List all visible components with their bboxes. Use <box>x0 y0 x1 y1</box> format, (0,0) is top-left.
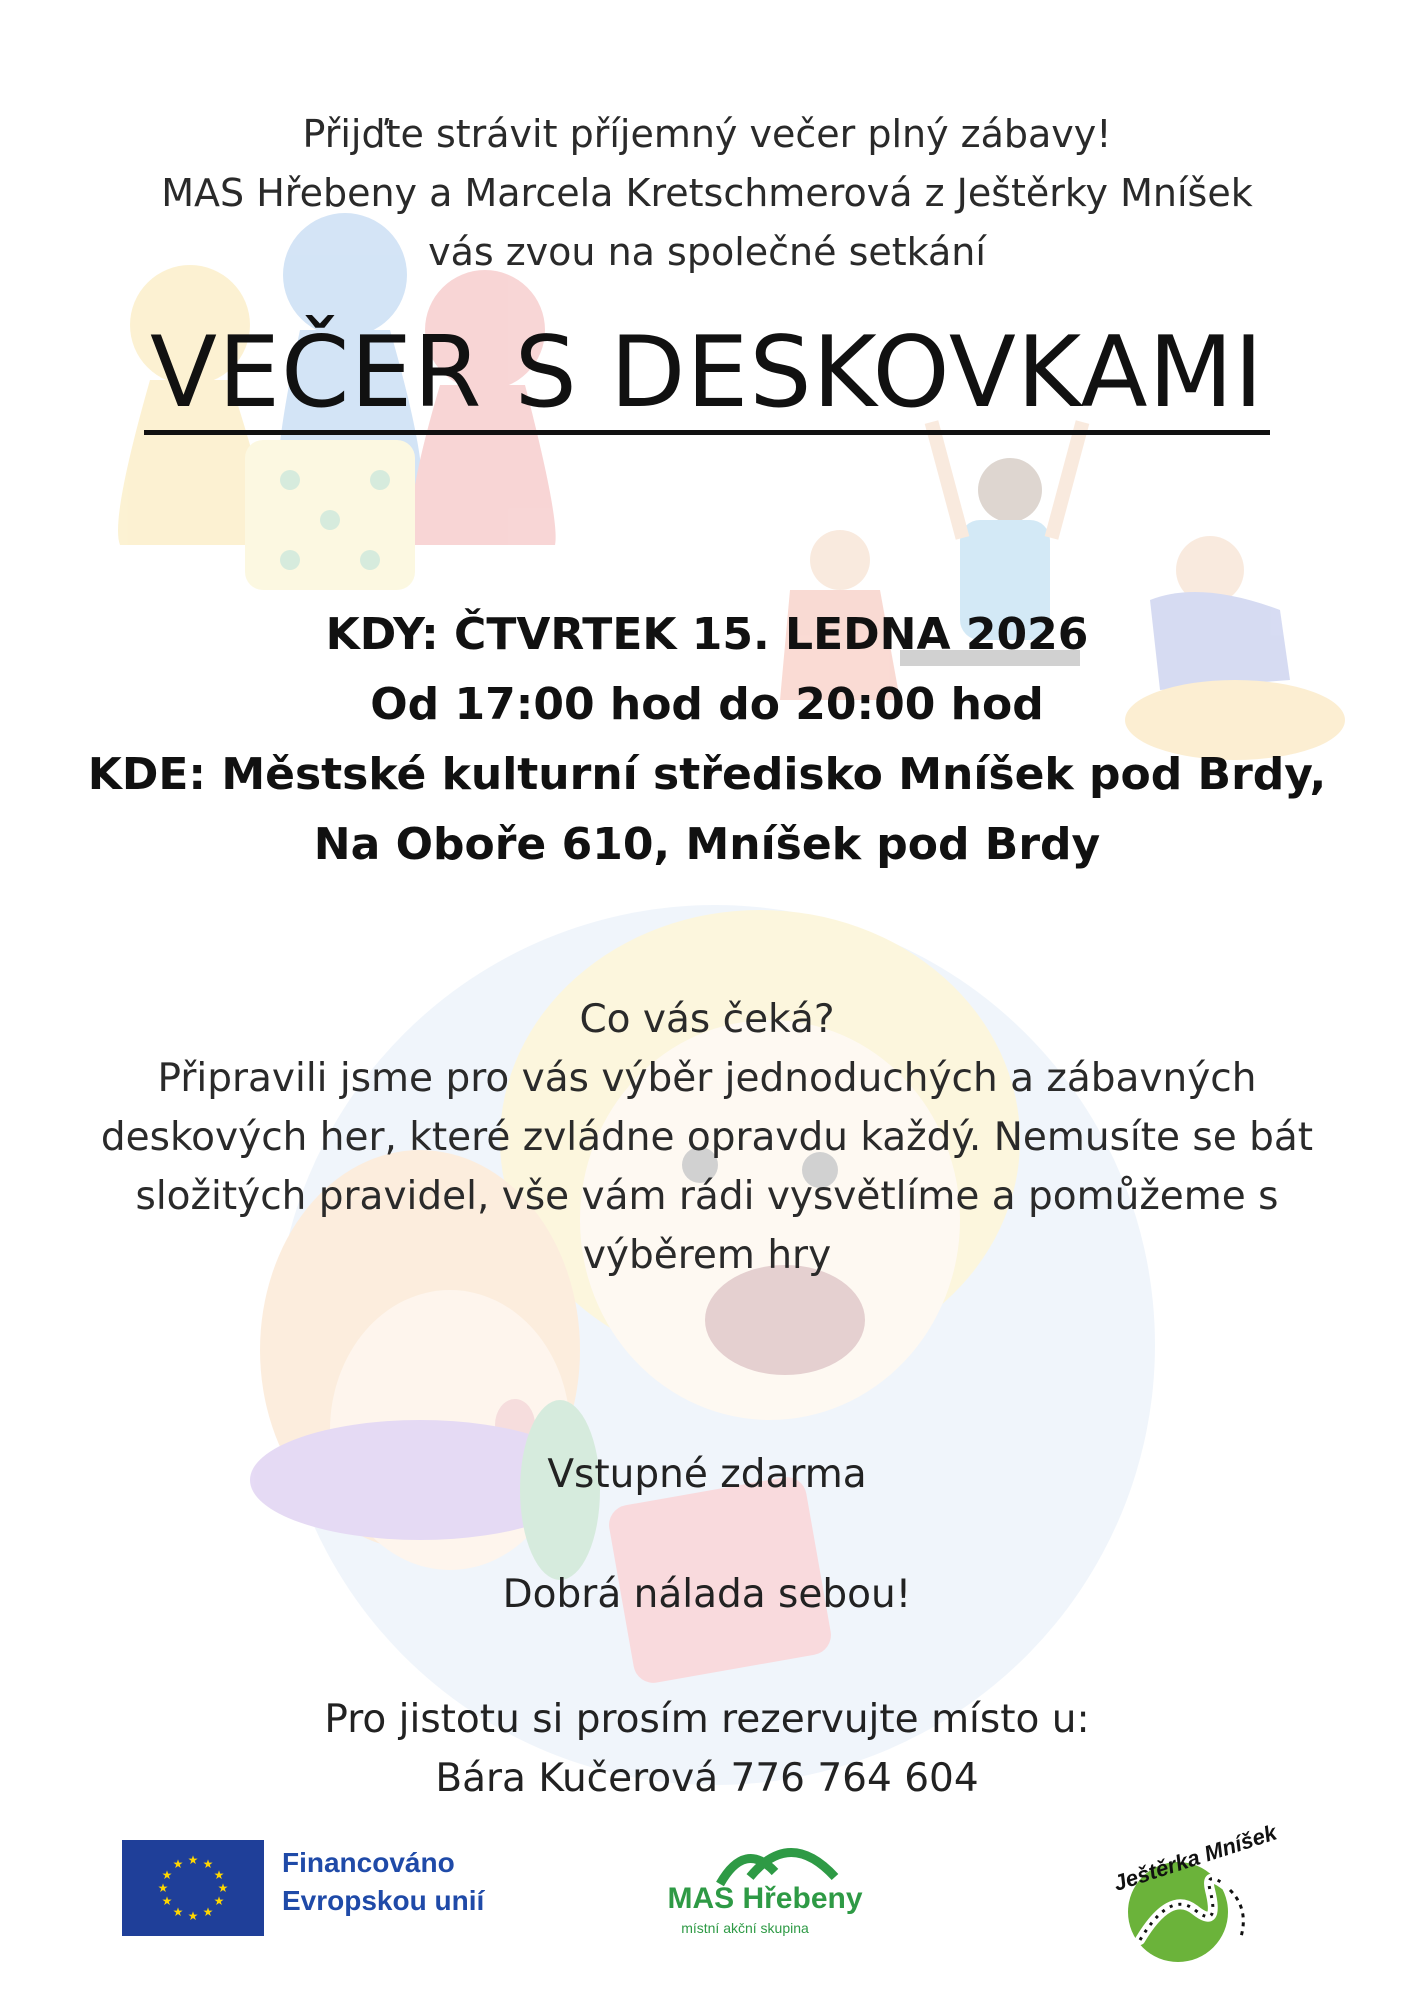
entry-fee: Vstupné zdarma <box>547 1452 867 1497</box>
intro-line-3: vás zvou na společné setkání <box>428 230 986 274</box>
eu-stars-icon <box>122 1840 264 1936</box>
intro-line-1: Přijďte strávit příjemný večer plný zábavy! <box>302 112 1112 156</box>
jesterka-logo <box>1100 1819 1280 1970</box>
footer-logos <box>0 1819 1414 1980</box>
event-address: Na Oboře 610, Mníšek pod Brdy <box>313 819 1101 870</box>
svg-text:★: ★ <box>217 1881 229 1895</box>
description-line-2: deskových her, které zvládne opravdu každý. Nemusíte se bát <box>100 1115 1314 1160</box>
reservation-contact: Bára Kučerová 776 764 604 <box>435 1756 979 1801</box>
reservation-info <box>0 1690 1414 1808</box>
mas-title: MAS Hřebeny <box>667 1882 863 1915</box>
intro-text <box>0 105 1414 282</box>
svg-text:★: ★ <box>172 1857 184 1871</box>
svg-text:★: ★ <box>202 1857 214 1871</box>
page-title-text: VEČER S DESKOVKAMI <box>144 316 1270 435</box>
jesterka-name: Ještěrka Mníšek <box>1110 1819 1280 1896</box>
description-line-3: složitých pravidel, vše vám rádi vysvětlíme a pomůžeme s <box>135 1174 1279 1219</box>
intro-line-2: MAS Hřebeny a Marcela Kretschmerová z Ještěrky Mníšek <box>161 171 1253 215</box>
svg-text:★: ★ <box>213 1868 225 1882</box>
description <box>0 990 1414 1285</box>
event-when: KDY: ČTVRTEK 15. LEDNA 2026 <box>325 609 1089 660</box>
page-title <box>0 318 1414 428</box>
event-time: Od 17:00 hod do 20:00 hod <box>370 679 1044 730</box>
svg-text:★: ★ <box>187 1853 199 1867</box>
eu-line-2: Evropskou unií <box>282 1885 485 1916</box>
svg-text:★: ★ <box>202 1905 214 1919</box>
eu-line-1: Financováno <box>282 1847 455 1878</box>
description-heading: Co vás čeká? <box>579 997 835 1042</box>
jesterka-text-arc <box>1100 1819 1280 1896</box>
mas-hrebeny-logo <box>650 1832 880 1952</box>
svg-text:★: ★ <box>161 1868 173 1882</box>
svg-text:★: ★ <box>187 1909 199 1923</box>
good-mood-note: Dobrá nálada sebou! <box>502 1572 912 1617</box>
eu-flag-icon <box>122 1840 264 1936</box>
svg-text:★: ★ <box>172 1905 184 1919</box>
description-line-4: výběrem hry <box>582 1233 832 1278</box>
description-line-1: Připravili jsme pro vás výběr jednoduchých a zábavných <box>157 1056 1257 1101</box>
reservation-line: Pro jistotu si prosím rezervujte místo u: <box>324 1697 1090 1742</box>
svg-text:★: ★ <box>157 1881 169 1895</box>
event-details <box>0 600 1414 880</box>
svg-text:★: ★ <box>161 1894 173 1908</box>
event-where: KDE: Městské kulturní středisko Mníšek pod Brdy, <box>87 749 1327 800</box>
eu-funding-text <box>282 1844 484 1920</box>
svg-text:★: ★ <box>213 1894 225 1908</box>
mas-subtitle: místní akční skupina <box>681 1920 809 1936</box>
